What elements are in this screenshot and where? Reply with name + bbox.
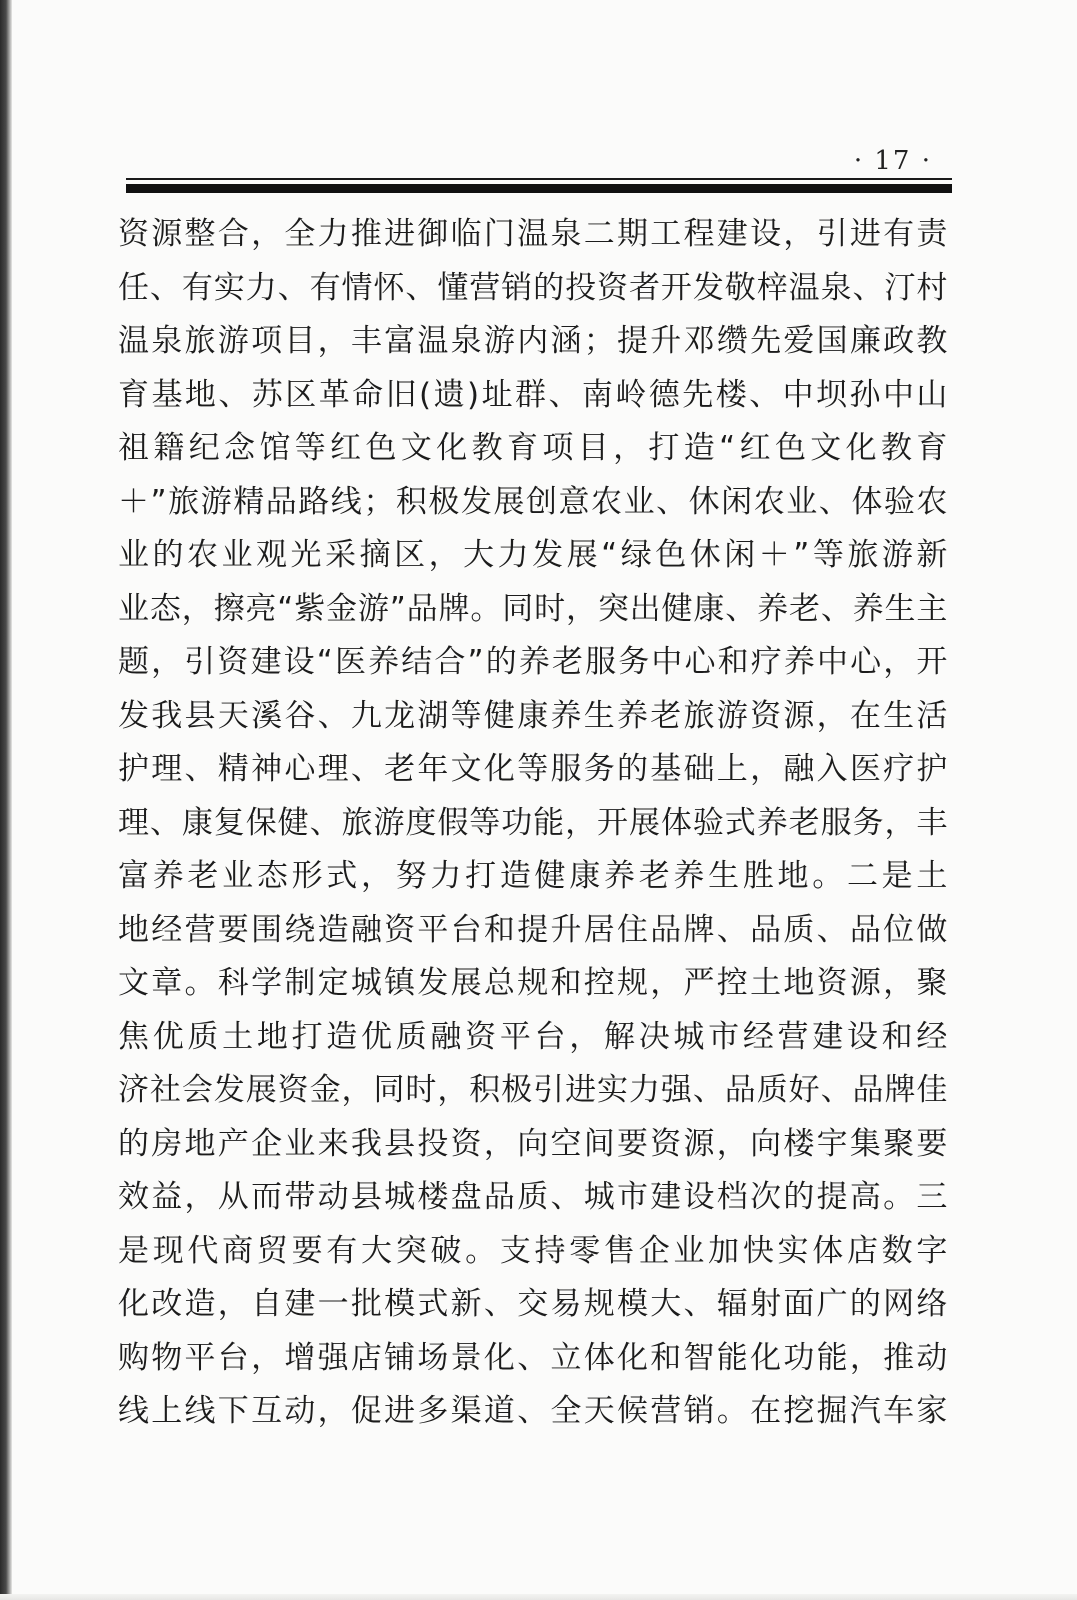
scan-bottom-edge bbox=[0, 1594, 1077, 1600]
body-paragraph bbox=[118, 208, 948, 1439]
text-line: 温泉旅游项目，丰富温泉游内涵；提升邓缵先爱国廉政教 bbox=[118, 323, 948, 359]
text-line: 发我县天溪谷、九龙湖等健康养生养老旅游资源，在生活 bbox=[118, 697, 948, 734]
text-line: 育基地、苏区革命旧(遗)址群、南岭德先楼、中坝孙中山 bbox=[118, 376, 948, 413]
text-line: 的房地产企业来我县投资，向空间要资源，向楼宇集聚要 bbox=[118, 1125, 948, 1162]
text-line: 济社会发展资金，同时，积极引进实力强、品质好、品牌佳 bbox=[118, 1072, 948, 1108]
text-line: 地经营要围绕造融资平台和提升居住品牌、品质、品位做 bbox=[118, 911, 948, 948]
text-line: ＋”旅游精品路线；积极发展创意农业、休闲农业、体验农 bbox=[118, 483, 948, 520]
text-line: 焦优质土地打造优质融资平台，解决城市经营建设和经 bbox=[118, 1018, 948, 1055]
text-line: 化改造，自建一批模式新、交易规模大、辐射面广的网络 bbox=[118, 1286, 948, 1322]
text-line: 业的农业观光采摘区，大力发展“绿色休闲＋”等旅游新 bbox=[118, 537, 948, 573]
text-line: 文章。科学制定城镇发展总规和控规，严控土地资源，聚 bbox=[118, 965, 948, 1001]
scan-shadow-edge bbox=[0, 0, 12, 1600]
text-line: 祖籍纪念馆等红色文化教育项目，打造“红色文化教育 bbox=[118, 430, 948, 466]
text-line: 护理、精神心理、老年文化等服务的基础上，融入医疗护 bbox=[118, 751, 948, 787]
page-header bbox=[126, 140, 952, 200]
header-rule-thick bbox=[126, 184, 952, 193]
text-line: 题，引资建设“医养结合”的养老服务中心和疗养中心，开 bbox=[118, 644, 948, 680]
text-line: 是现代商贸要有大突破。支持零售企业加快实体店数字 bbox=[118, 1232, 948, 1269]
text-line: 理、康复保健、旅游度假等功能，开展体验式养老服务，丰 bbox=[118, 804, 948, 841]
text-line: 富养老业态形式，努力打造健康养老养生胜地。二是土 bbox=[118, 858, 948, 894]
text-line: 业态，擦亮“紫金游”品牌。同时，突出健康、养老、养生主 bbox=[118, 590, 948, 627]
text-line: 效益，从而带动县城楼盘品质、城市建设档次的提高。三 bbox=[118, 1179, 948, 1215]
text-line: 任、有实力、有情怀、懂营销的投资者开发敬梓温泉、汀村 bbox=[118, 269, 948, 306]
page-number: · 17 · bbox=[853, 146, 932, 176]
header-rule-thin bbox=[126, 178, 952, 180]
text-line: 购物平台，增强店铺场景化、立体化和智能化功能，推动 bbox=[118, 1339, 948, 1376]
text-line: 线上线下互动，促进多渠道、全天候营销。在挖掘汽车家 bbox=[118, 1393, 948, 1429]
text-line: 资源整合，全力推进御临门温泉二期工程建设，引进有责 bbox=[118, 216, 948, 252]
